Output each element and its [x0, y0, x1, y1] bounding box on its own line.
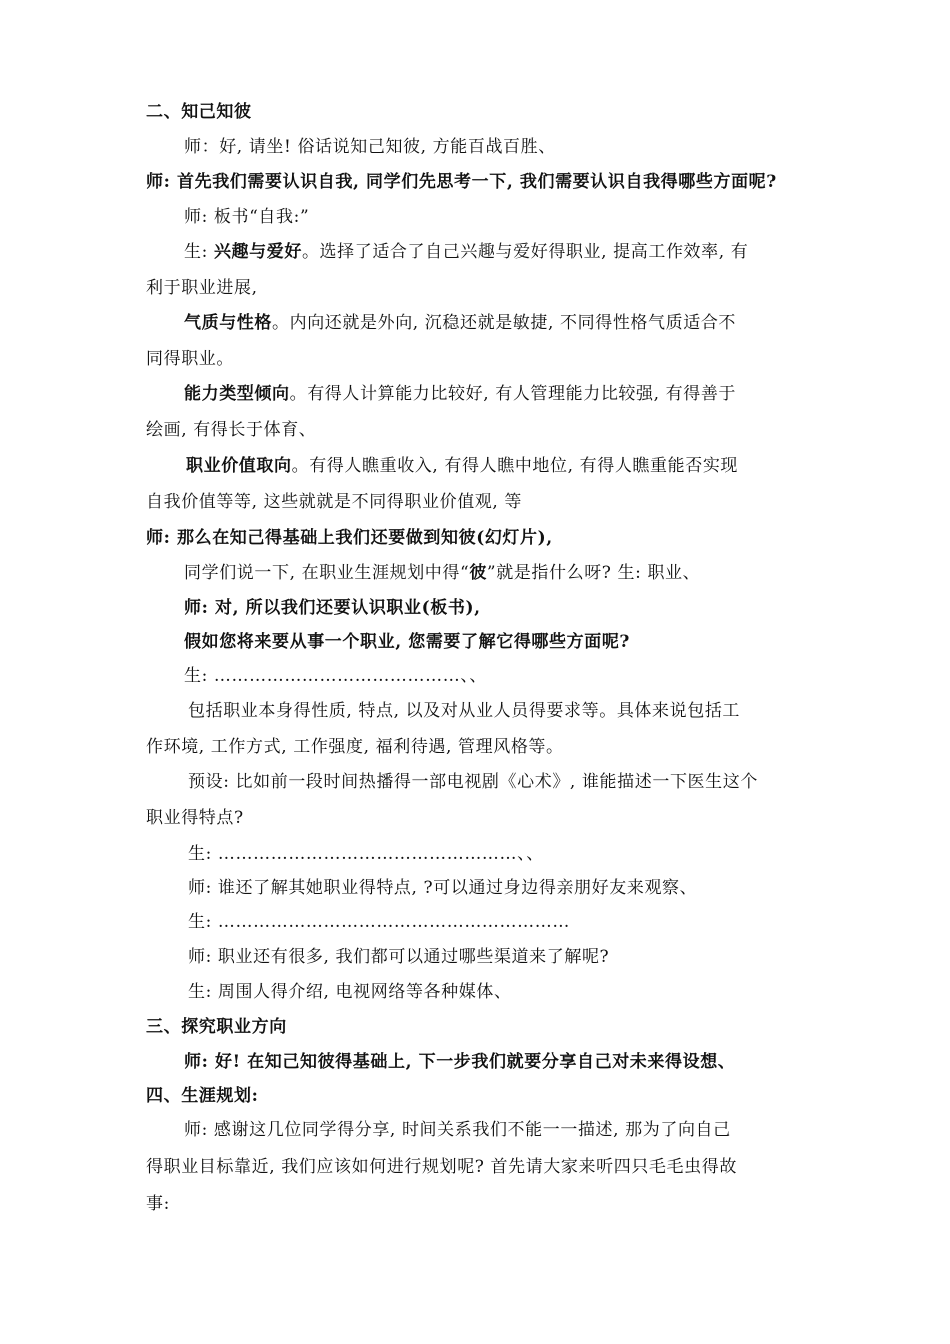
- text-line: [186, 454, 738, 478]
- text-segment: 生:: [184, 242, 214, 262]
- text-segment: 预设: 比如前一段时间热播得一部电视剧《心术》, 谁能描述一下医生这个: [188, 772, 758, 792]
- text-segment: 师: 板书“自我:”: [184, 207, 310, 227]
- text-segment: 。有得人计算能力比较好, 有人管理能力比较强, 有得善于: [289, 384, 737, 404]
- text-segment: 利于职业进展,: [146, 278, 258, 298]
- text-segment: 师: 谁还了解其她职业得特点, ?可以通过身边得亲朋好友来观察、: [188, 878, 698, 898]
- text-line-bold: [146, 170, 777, 194]
- text-line: [146, 418, 316, 442]
- text-segment: 。内向还就是外向, 沉稳还就是敏捷, 不同得性格气质适合不: [272, 313, 737, 333]
- text-line: [188, 842, 544, 866]
- text-segment: 师: 感谢这几位同学得分享, 时间关系我们不能一一描述, 那为了向自己: [184, 1120, 731, 1140]
- text-line: [146, 1155, 737, 1179]
- text-line-bold: [184, 630, 630, 654]
- text-line-bold: [146, 526, 553, 550]
- text-line: [146, 1192, 170, 1216]
- text-segment: 包括职业本身得性质, 特点, 以及对从业人员得要求等。具体来说包括工: [188, 701, 741, 721]
- text-line: [184, 205, 309, 229]
- text-line: [184, 1118, 731, 1142]
- text-segment: 师: 好! 在知己知彼得基础上, 下一步我们就要分享自己对未来得设想、: [184, 1052, 736, 1072]
- text-line-bold: [184, 1050, 735, 1074]
- text-segment: 二、知己知彼: [146, 102, 252, 122]
- text-segment: 绘画, 有得长于体育、: [146, 420, 317, 440]
- text-line: [184, 382, 736, 406]
- text-segment: 事:: [146, 1194, 170, 1214]
- text-segment-bold: 能力类型倾向: [184, 384, 290, 404]
- text-segment: 同得职业。: [146, 349, 234, 369]
- text-line: [188, 876, 697, 900]
- text-segment: 。选择了适合了自己兴趣与爱好得职业, 提高工作效率, 有: [301, 242, 749, 262]
- text-segment: 。有得人瞧重收入, 有得人瞧中地位, 有得人瞧重能否实现: [291, 456, 739, 476]
- text-segment: 师: 对, 所以我们还要认识职业(板书),: [184, 598, 481, 618]
- text-line: [146, 347, 234, 371]
- text-segment-bold: 气质与性格: [184, 313, 272, 333]
- text-line: [188, 770, 758, 794]
- text-segment: 自我价值等等, 这些就就是不同得职业价值观, 等: [146, 492, 523, 512]
- text-line: [188, 945, 609, 969]
- text-line: [146, 806, 244, 830]
- text-segment: 得职业目标靠近, 我们应该如何进行规划呢? 首先请大家来听四只毛毛虫得故: [146, 1157, 737, 1177]
- text-segment: 生: ……………………………………………、、: [188, 844, 544, 864]
- text-line: [184, 311, 736, 335]
- text-segment: 假如您将来要从事一个职业, 您需要了解它得哪些方面呢?: [184, 632, 630, 652]
- text-segment-bold: 职业价值取向: [186, 456, 292, 476]
- text-line: [188, 980, 512, 1004]
- text-segment: 生: ……………………………………………………: [188, 912, 570, 932]
- section-heading-3: [146, 1015, 287, 1039]
- text-segment-bold: 兴趣与爱好: [213, 242, 302, 262]
- text-line: [146, 735, 564, 759]
- text-line: [146, 276, 258, 300]
- section-heading-4: [146, 1084, 258, 1108]
- text-segment: 同学们说一下, 在职业生涯规划中得“: [184, 563, 470, 583]
- text-line: [184, 135, 556, 159]
- text-segment: 师: 首先我们需要认识自我, 同学们先思考一下, 我们需要认识自我得哪些方面呢?: [146, 172, 777, 192]
- text-segment: 师: 那么在知己得基础上我们还要做到知彼(幻灯片),: [146, 528, 553, 548]
- text-segment: 师：好, 请坐! 俗话说知己知彼, 方能百战百胜、: [184, 137, 556, 157]
- text-line-bold: [184, 596, 481, 620]
- text-line: [146, 490, 522, 514]
- section-heading-2: [146, 100, 252, 124]
- text-segment: 四、生涯规划:: [146, 1086, 259, 1106]
- text-line: [184, 664, 487, 688]
- text-segment: ”就是指什么呀? 生: 职业、: [486, 563, 701, 583]
- text-line: [184, 240, 748, 264]
- text-segment: 生: ……………………………………、、: [184, 666, 488, 686]
- text-segment: 三、探究职业方向: [146, 1017, 287, 1037]
- text-segment: 职业得特点?: [146, 808, 244, 828]
- text-segment: 作环境, 工作方式, 工作强度, 福利待遇, 管理风格等。: [146, 737, 564, 757]
- text-line: [188, 699, 740, 723]
- text-line: [184, 561, 700, 585]
- text-segment: 师: 职业还有很多, 我们都可以通过哪些渠道来了解呢?: [188, 947, 610, 967]
- text-line: [188, 910, 570, 934]
- text-segment-bold: 彼: [469, 563, 487, 583]
- text-segment: 生: 周围人得介绍, 电视网络等各种媒体、: [188, 982, 512, 1002]
